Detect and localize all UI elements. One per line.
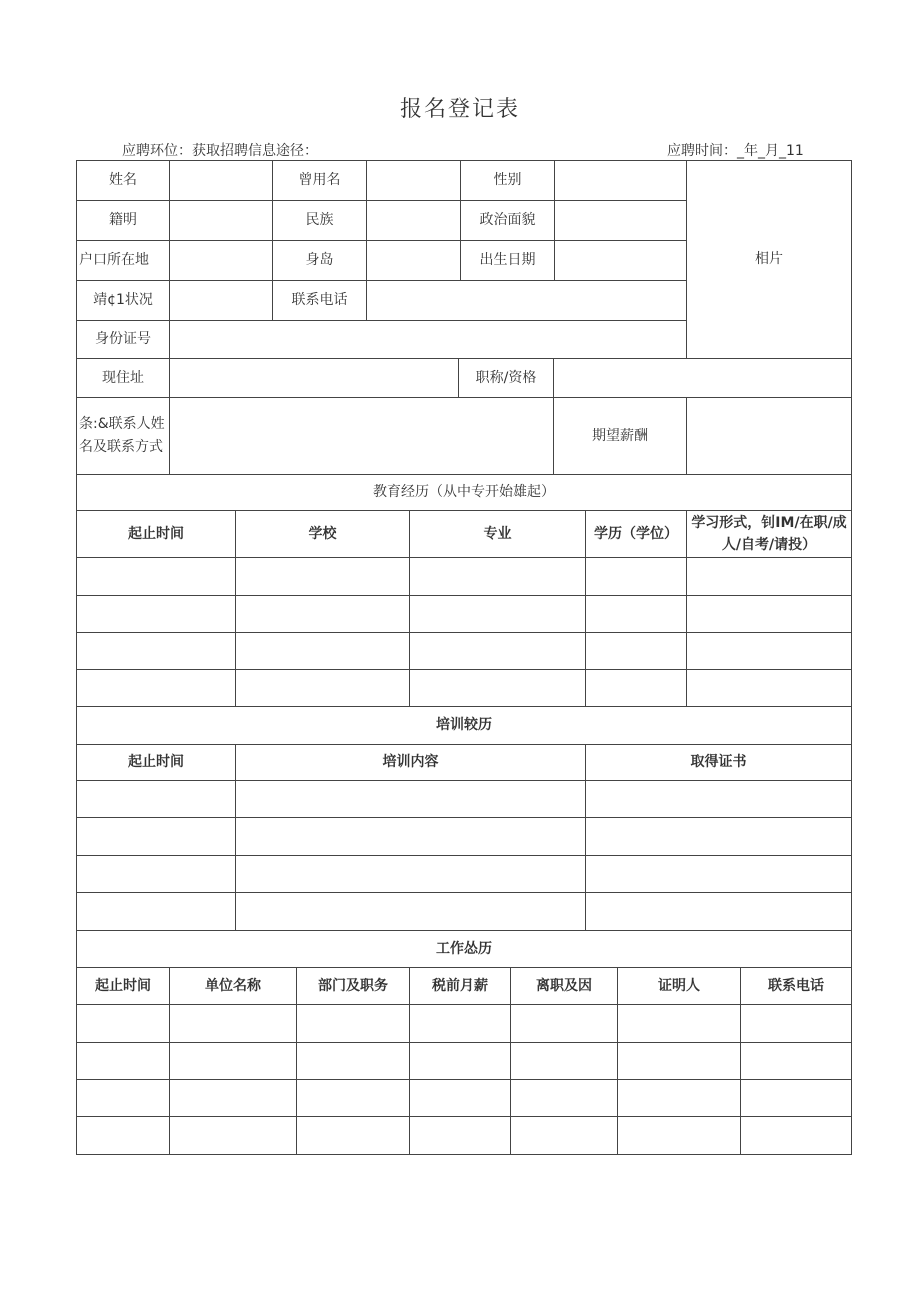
- edu-row-cell[interactable]: [687, 633, 851, 669]
- work-row-cell[interactable]: [741, 1043, 851, 1079]
- emergency-contact-input[interactable]: [170, 398, 553, 474]
- label-political: 政治面貌: [479, 212, 536, 228]
- work-row-cell[interactable]: [741, 1080, 851, 1116]
- work-row-cell[interactable]: [741, 1117, 851, 1154]
- training-row-cell[interactable]: [77, 856, 235, 892]
- label-expected-salary: 期望薪酬: [592, 427, 648, 444]
- id-number-input[interactable]: [170, 321, 686, 358]
- work-row-cell[interactable]: [77, 1043, 169, 1079]
- training-row-cell[interactable]: [236, 893, 585, 930]
- work-row-cell[interactable]: [297, 1080, 409, 1116]
- height-input[interactable]: [367, 241, 460, 280]
- ethnicity-input[interactable]: [367, 201, 460, 240]
- label-ethnicity: 民族: [305, 212, 334, 228]
- label-title: 职称/资格: [475, 369, 537, 386]
- hukou-input[interactable]: [170, 241, 272, 280]
- table-rule: [851, 160, 852, 1155]
- edu-row-cell[interactable]: [586, 596, 686, 632]
- table-rule: [76, 1154, 852, 1155]
- marital-input[interactable]: [170, 281, 272, 320]
- political-input[interactable]: [555, 201, 686, 240]
- birthdate-input[interactable]: [555, 241, 686, 280]
- edu-row-cell[interactable]: [687, 596, 851, 632]
- training-col-certificate: 取得证书: [690, 754, 747, 770]
- training-col-content: 培训内容: [382, 754, 439, 770]
- label-name: 姓名: [109, 172, 137, 188]
- expected-salary-input[interactable]: [687, 398, 851, 474]
- training-row-cell[interactable]: [586, 856, 851, 892]
- edu-row-cell[interactable]: [410, 558, 585, 595]
- label-height: 身岛: [305, 252, 334, 268]
- edu-row-cell[interactable]: [236, 558, 409, 595]
- edu-row-cell[interactable]: [586, 633, 686, 669]
- edu-col-degree: 学历（学位）: [594, 525, 678, 542]
- edu-row-cell[interactable]: [687, 670, 851, 706]
- training-row-cell[interactable]: [77, 781, 235, 817]
- work-col-leave-reason: 离职及因: [536, 977, 592, 994]
- work-col-department: 部门及职务: [318, 977, 388, 994]
- edu-row-cell[interactable]: [687, 558, 851, 595]
- page-title: 报名登记表: [399, 97, 520, 122]
- education-section-title: 教育经历（从中专开始雄起）: [373, 484, 555, 500]
- work-row-cell[interactable]: [170, 1043, 296, 1079]
- work-row-cell[interactable]: [297, 1005, 409, 1042]
- registration-form-table: [76, 160, 851, 1154]
- work-row-cell[interactable]: [297, 1043, 409, 1079]
- work-col-salary: 税前月薪: [432, 977, 488, 994]
- work-row-cell[interactable]: [77, 1117, 169, 1154]
- edu-row-cell[interactable]: [586, 670, 686, 706]
- edu-col-study-mode: 学习形式，钊IM/在职/成人/自考/请投）: [691, 515, 847, 553]
- edu-row-cell[interactable]: [77, 633, 235, 669]
- gender-input[interactable]: [555, 161, 686, 200]
- edu-row-cell[interactable]: [586, 558, 686, 595]
- header-apply-date: 应聘时间：_年_月_11: [667, 143, 804, 159]
- header-position-source: 应聘环位：获取招聘信息途径：: [122, 143, 318, 159]
- work-row-cell[interactable]: [511, 1043, 617, 1079]
- edu-row-cell[interactable]: [77, 596, 235, 632]
- label-id-number: 身份证号: [95, 331, 151, 347]
- work-row-cell[interactable]: [410, 1005, 510, 1042]
- label-emergency-contact: 条:&联系人姓名及联系方式: [79, 416, 165, 455]
- training-row-cell[interactable]: [236, 856, 585, 892]
- training-row-cell[interactable]: [586, 818, 851, 855]
- label-former-name: 曾用名: [298, 172, 341, 188]
- edu-row-cell[interactable]: [410, 633, 585, 669]
- edu-row-cell[interactable]: [77, 558, 235, 595]
- training-row-cell[interactable]: [236, 781, 585, 817]
- edu-row-cell[interactable]: [236, 633, 409, 669]
- work-row-cell[interactable]: [410, 1080, 510, 1116]
- former-name-input[interactable]: [367, 161, 460, 200]
- training-section-title: 培训较历: [436, 717, 492, 733]
- work-row-cell[interactable]: [410, 1117, 510, 1154]
- training-row-cell[interactable]: [77, 818, 235, 855]
- work-row-cell[interactable]: [511, 1080, 617, 1116]
- label-marital: 靖¢1状况: [93, 292, 153, 308]
- edu-row-cell[interactable]: [410, 670, 585, 706]
- work-col-reference: 证明人: [658, 977, 700, 994]
- training-row-cell[interactable]: [586, 781, 851, 817]
- name-input[interactable]: [170, 161, 272, 200]
- edu-row-cell[interactable]: [236, 670, 409, 706]
- title-input[interactable]: [554, 359, 851, 397]
- work-row-cell[interactable]: [170, 1005, 296, 1042]
- label-gender: 性别: [493, 172, 522, 188]
- work-section-title: 工作怂历: [436, 940, 492, 957]
- training-row-cell[interactable]: [77, 893, 235, 930]
- work-row-cell[interactable]: [410, 1043, 510, 1079]
- edu-col-major: 专业: [483, 525, 512, 542]
- work-row-cell[interactable]: [77, 1080, 169, 1116]
- training-col-period: 起止时间: [128, 754, 184, 770]
- photo-box[interactable]: 相片: [755, 251, 783, 267]
- work-row-cell[interactable]: [511, 1117, 617, 1154]
- work-row-cell[interactable]: [741, 1005, 851, 1042]
- phone-input[interactable]: [367, 281, 686, 320]
- work-col-company: 单位名称: [205, 977, 261, 994]
- label-native-place: 籍明: [109, 212, 137, 228]
- edu-col-period: 起止时间: [128, 525, 184, 542]
- work-col-period: 起止时间: [95, 977, 151, 994]
- edu-col-school: 学校: [308, 525, 337, 542]
- work-row-cell[interactable]: [618, 1005, 740, 1042]
- work-row-cell[interactable]: [170, 1117, 296, 1154]
- training-row-cell[interactable]: [586, 893, 851, 930]
- work-row-cell[interactable]: [618, 1117, 740, 1154]
- native-place-input[interactable]: [170, 201, 272, 240]
- work-row-cell[interactable]: [297, 1117, 409, 1154]
- address-input[interactable]: [170, 359, 458, 397]
- work-row-cell[interactable]: [511, 1005, 617, 1042]
- label-birthdate: 出生日期: [479, 252, 536, 268]
- work-row-cell[interactable]: [618, 1043, 740, 1079]
- edu-row-cell[interactable]: [236, 596, 409, 632]
- work-row-cell[interactable]: [170, 1080, 296, 1116]
- edu-row-cell[interactable]: [77, 670, 235, 706]
- label-hukou: 户口所在地: [79, 252, 149, 268]
- work-row-cell[interactable]: [618, 1080, 740, 1116]
- work-col-phone: 联系电话: [768, 977, 824, 994]
- training-row-cell[interactable]: [236, 818, 585, 855]
- edu-row-cell[interactable]: [410, 596, 585, 632]
- label-address: 现住址: [102, 369, 144, 386]
- work-row-cell[interactable]: [77, 1005, 169, 1042]
- label-phone: 联系电话: [291, 292, 348, 308]
